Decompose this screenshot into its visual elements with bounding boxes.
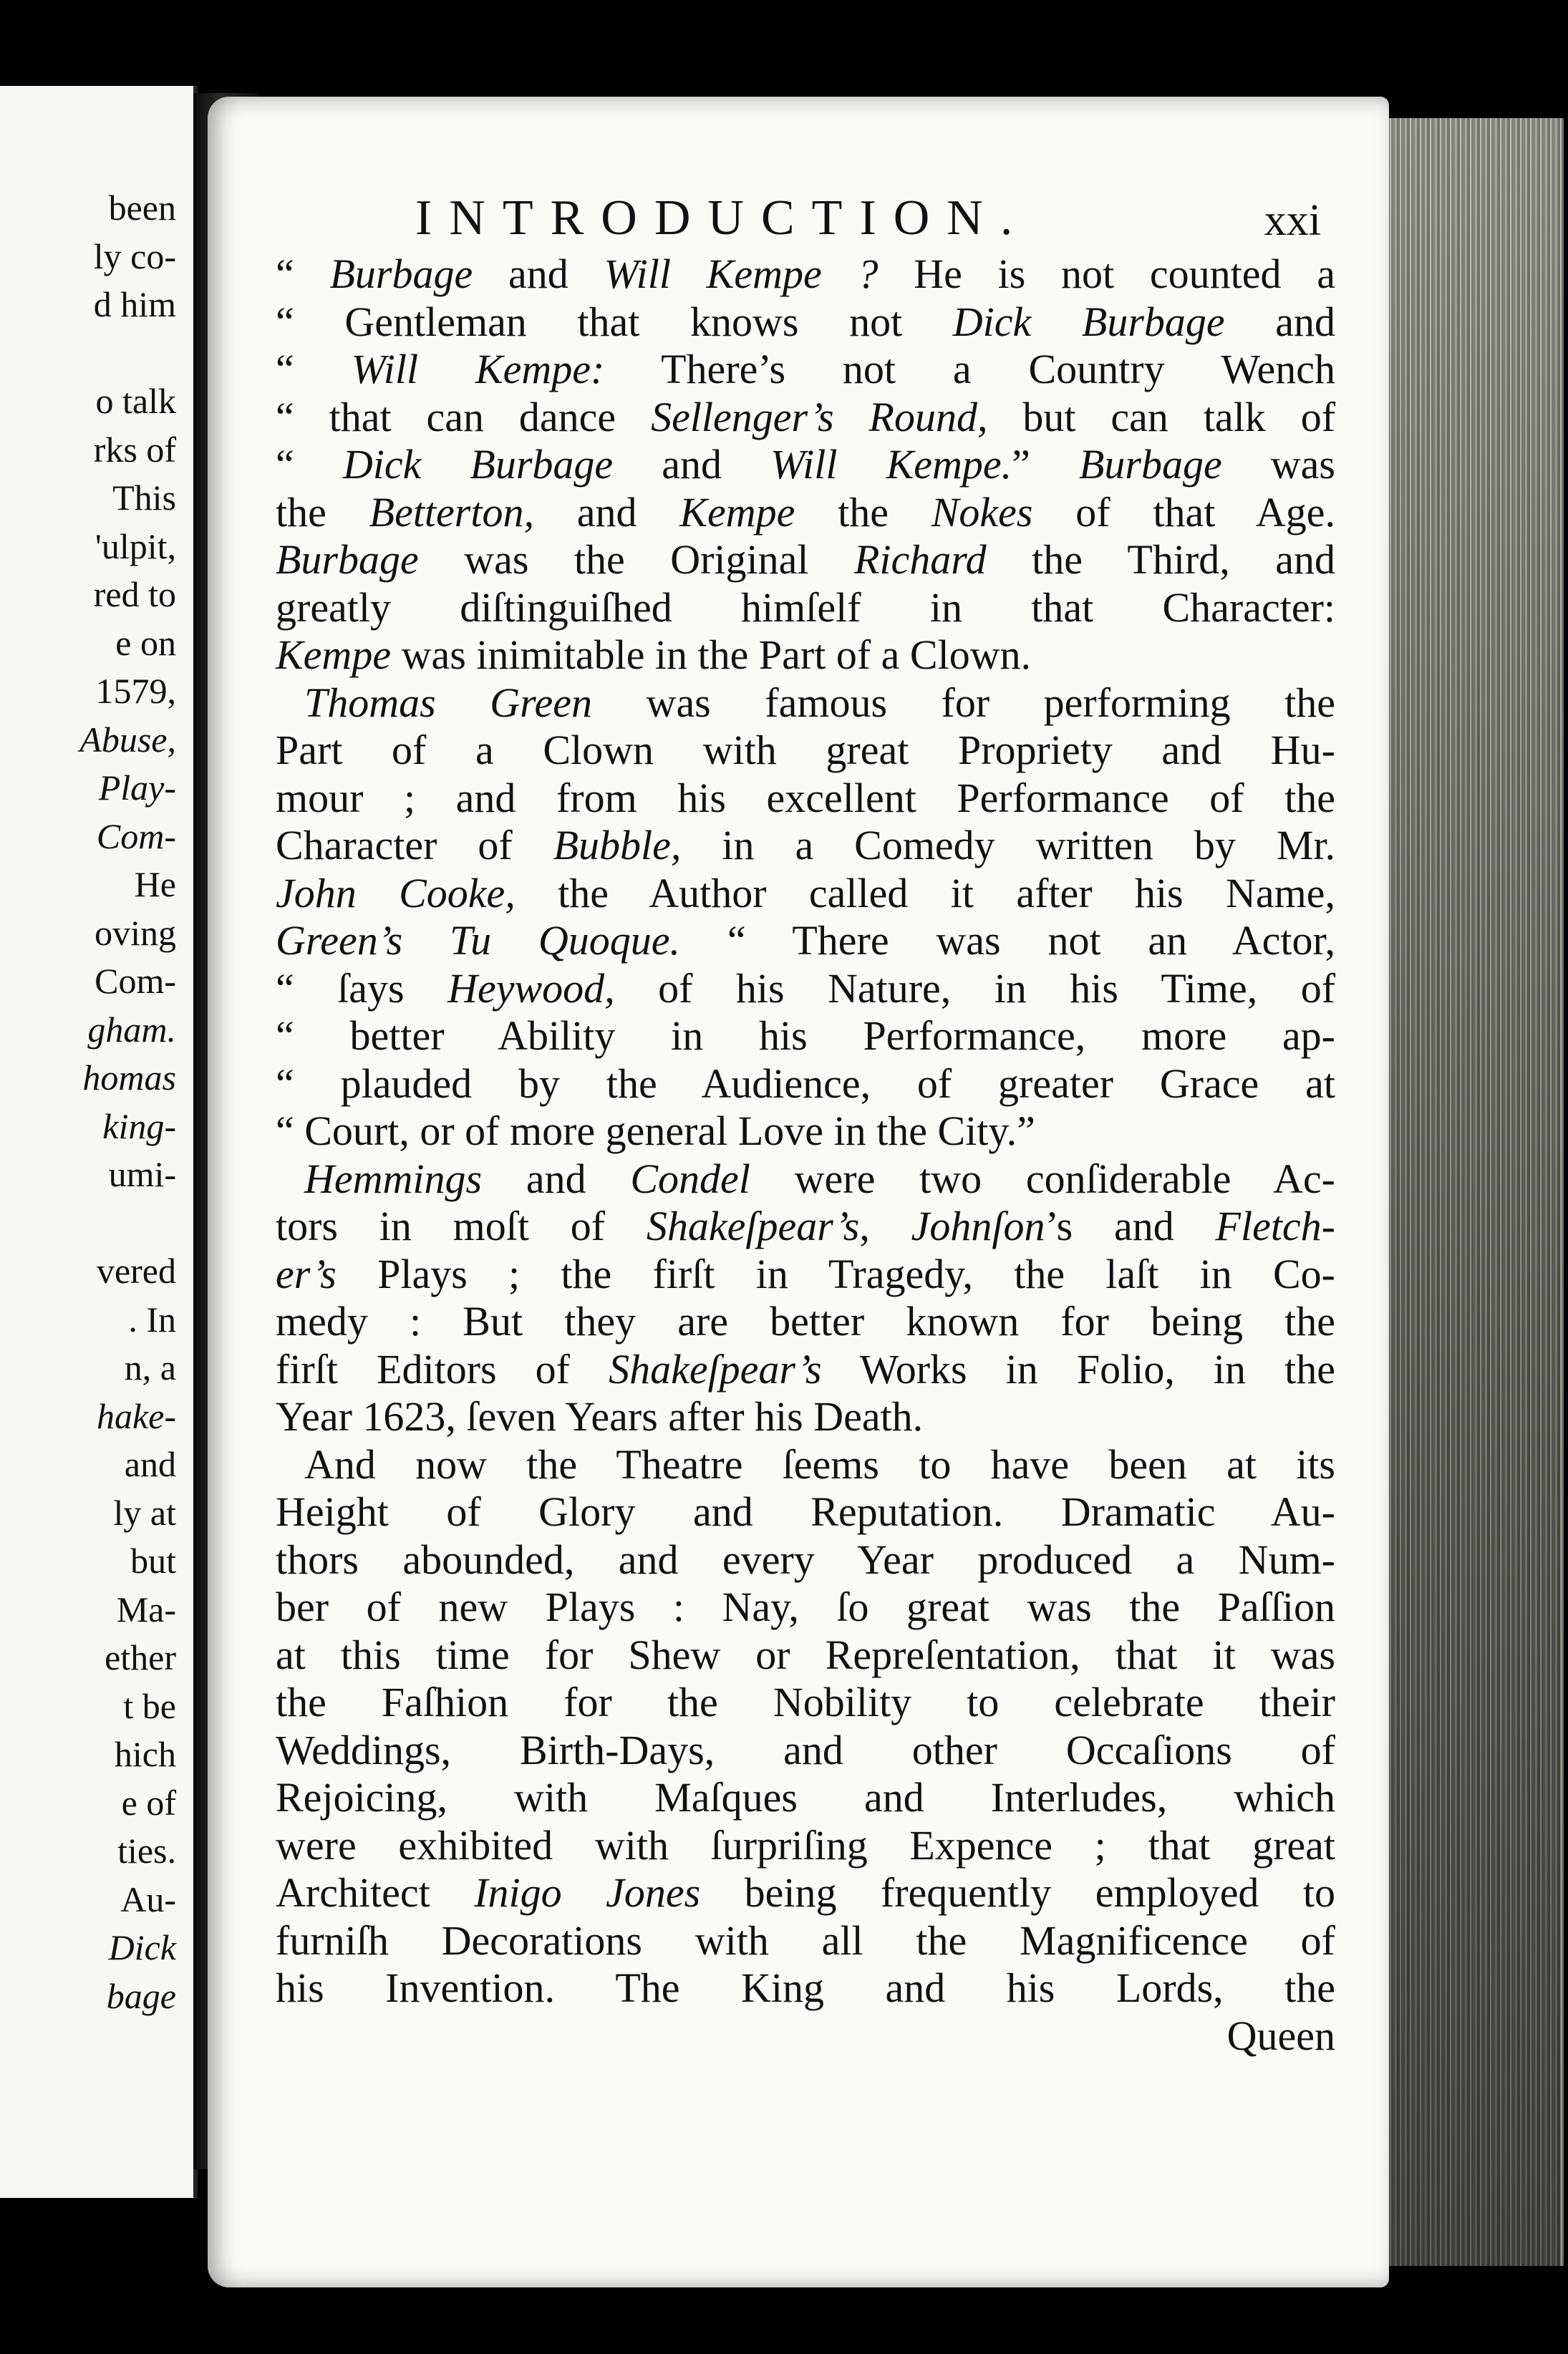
- italic-run: Kempe: [276, 631, 392, 678]
- text-run: Architect: [276, 1869, 475, 1916]
- left-page-line: He: [134, 864, 176, 904]
- italic-run: Burbage: [276, 536, 419, 583]
- catchword: Queen: [1226, 2012, 1335, 2059]
- italic-run: Bubble,: [553, 822, 682, 868]
- text-line: [276, 1156, 1335, 1203]
- page-number: xxi: [1264, 196, 1321, 245]
- left-page-line: oving: [95, 912, 176, 953]
- text-line: [276, 1298, 1335, 1346]
- left-page-line: ether: [105, 1637, 176, 1677]
- left-page-line: vered: [96, 1251, 176, 1291]
- text-line: [276, 822, 1335, 870]
- text-line: [276, 1965, 1335, 2012]
- italic-run: Fletch-: [1215, 1203, 1335, 1249]
- italic-run: Thomas Green: [304, 679, 593, 726]
- text-line: [276, 1917, 1335, 1965]
- text-line: [276, 1060, 1335, 1108]
- text-run: “: [276, 441, 343, 488]
- text-run: were exhibited with ſurpriſing Expence ; that great: [276, 1821, 1335, 1869]
- italic-run: Hemmings: [304, 1155, 483, 1202]
- text-run: the: [795, 488, 931, 536]
- left-page-line: Au-: [120, 1879, 176, 1919]
- italic-run: Will Kempe:: [351, 346, 605, 392]
- left-page-line: king-: [102, 1105, 176, 1146]
- text-line: [276, 1346, 1335, 1394]
- text-run: Plays ; the firſt in Tragedy, the laſt in Co-: [336, 1250, 1335, 1297]
- running-head: INTRODUCTION.: [415, 190, 1030, 246]
- text-line: [276, 1203, 1335, 1251]
- text-run: Height of Glory and Reputation. Dramatic Au-: [276, 1488, 1335, 1535]
- text-run: Part of a Clown with great Propriety and Hu-: [276, 727, 1335, 773]
- text-run: “: [276, 346, 352, 392]
- left-page-line: hake-: [96, 1395, 176, 1436]
- text-line: [276, 394, 1335, 442]
- text-run: ber of new Plays : Nay, ſo great was the Paſſion: [276, 1584, 1335, 1630]
- text-run: the: [276, 488, 369, 536]
- text-run: “ ſays: [276, 964, 448, 1012]
- text-line: [276, 1108, 1335, 1156]
- left-page-line: Play-: [98, 767, 176, 808]
- text-line: [276, 1536, 1335, 1584]
- text-run: but can talk of: [987, 393, 1336, 440]
- text-line: [276, 489, 1335, 537]
- text-run: were two conſiderable Ac-: [750, 1155, 1335, 1202]
- left-page-line: homas: [82, 1057, 176, 1098]
- italic-run: John Cooke,: [276, 869, 516, 916]
- text-run: thors abounded, and every Year produced a Num-: [276, 1536, 1335, 1583]
- left-page-line: gham.: [87, 1009, 176, 1050]
- text-run: was: [1221, 441, 1335, 488]
- text-line: [276, 1012, 1335, 1060]
- text-run: ’s and: [1045, 1203, 1216, 1249]
- italic-run: Betterton,: [369, 488, 534, 536]
- left-page-line: bage: [106, 1975, 176, 2016]
- left-page-line: Abuse,: [79, 719, 176, 760]
- text-run: “ plauded by the Audience, of greater Grace at: [276, 1060, 1335, 1107]
- text-run: and: [613, 441, 771, 488]
- text-line: [276, 441, 1335, 489]
- text-run: “ Gentleman that knows not: [276, 298, 953, 345]
- text-run: and: [533, 488, 680, 536]
- italic-run: Inigo Jones: [474, 1869, 701, 1916]
- text-run: Character of: [276, 822, 553, 868]
- text-run: firſt Editors of: [276, 1345, 609, 1392]
- text-run: of that Age.: [1032, 488, 1336, 536]
- left-page-line: . In: [128, 1299, 176, 1340]
- text-run: “ Court, or of more general Love in the City.”: [276, 1108, 1035, 1154]
- left-page-line: d him: [93, 284, 176, 324]
- text-run: was famous for performing the: [592, 679, 1335, 726]
- italic-run: Kempe: [679, 488, 795, 536]
- italic-run: Nokes: [931, 488, 1033, 536]
- text-run: furniſh Decorations with all the Magnificence of: [276, 1917, 1335, 1964]
- text-run: There’s not a Country Wench: [604, 346, 1335, 392]
- italic-run: Will Kempe.: [770, 441, 1012, 488]
- left-page-line: been: [108, 188, 176, 228]
- italic-run: Will Kempe ?: [604, 251, 879, 297]
- left-page-line: red to: [93, 574, 176, 614]
- italic-run: Dick Burbage: [952, 298, 1225, 345]
- left-page-line: n, a: [124, 1347, 176, 1387]
- italic-run: Richard: [853, 536, 987, 583]
- text-line: [276, 917, 1335, 965]
- text-line: [276, 1727, 1335, 1775]
- text-run: “: [276, 251, 330, 297]
- text-run: Works in Folio, in the: [821, 1345, 1335, 1392]
- left-page-line: This: [112, 478, 176, 518]
- text-line: [276, 679, 1335, 727]
- text-line: [276, 1441, 1335, 1489]
- text-run: Year 1623, ſeven Years after his Death.: [276, 1393, 924, 1440]
- left-page-line: e on: [115, 622, 176, 663]
- text-run: Weddings, Birth-Days, and other Occaſions of: [276, 1726, 1335, 1773]
- text-run: “ that can dance: [276, 393, 652, 440]
- left-page-line: Com-: [96, 815, 176, 856]
- text-run: And now the Theatre ſeems to have been at its: [304, 1440, 1335, 1488]
- text-line: [276, 346, 1335, 394]
- italic-run: Condel: [630, 1155, 750, 1202]
- italic-run: Green’s Tu Quoque.: [276, 917, 681, 964]
- text-run: medy : But they are better known for being the: [276, 1298, 1335, 1345]
- text-run: “ There was not an Actor,: [680, 917, 1335, 964]
- left-page-line: but: [130, 1541, 176, 1581]
- left-page-line: t be: [123, 1685, 176, 1726]
- text-line: [276, 1774, 1335, 1822]
- text-line: [276, 631, 1335, 679]
- right-page: [208, 97, 1389, 2287]
- text-line: [276, 1488, 1335, 1536]
- left-page-line: ly co-: [93, 236, 176, 276]
- left-page-line: umi-: [108, 1154, 176, 1194]
- left-page-line: hich: [114, 1734, 176, 1774]
- fore-edge-shading: [1382, 118, 1561, 2266]
- left-page-line: rks of: [93, 429, 176, 470]
- text-run: ,: [859, 1203, 911, 1249]
- text-run: tors in moſt of: [276, 1203, 647, 1249]
- italic-run: Heywood,: [447, 964, 615, 1012]
- text-run: the Faſhion for the Nobility to celebrate their: [276, 1679, 1335, 1725]
- text-run: the Third, and: [986, 536, 1335, 583]
- left-page-line: Ma-: [116, 1589, 176, 1629]
- italic-run: Burbage: [1078, 441, 1222, 488]
- left-page-line: ly at: [113, 1492, 176, 1533]
- text-line: [276, 299, 1335, 347]
- text-run: and: [482, 1155, 631, 1202]
- left-page-line: e of: [121, 1782, 176, 1823]
- text-run: greatly diſtinguiſhed himſelf in that Character:: [276, 583, 1335, 631]
- left-page-line: Com-: [95, 961, 176, 1001]
- text-line: [276, 965, 1335, 1013]
- text-line: [276, 1679, 1335, 1727]
- italic-run: Johnſon: [911, 1203, 1045, 1249]
- text-run: mour ; and from his excellent Performance of the: [276, 774, 1335, 821]
- text-run: in a Comedy written by Mr.: [681, 822, 1336, 868]
- italic-run: Burbage: [329, 251, 473, 297]
- left-page-line: o talk: [95, 381, 176, 421]
- italic-run: Dick Burbage: [342, 441, 614, 488]
- text-run: ”: [1012, 441, 1079, 488]
- text-run: of his Nature, in his Time, of: [614, 964, 1336, 1012]
- text-run: and: [1224, 298, 1335, 345]
- text-run: at this time for Shew or Repreſentation, that it was: [276, 1631, 1335, 1678]
- text-line: [276, 727, 1335, 775]
- text-run: and: [473, 251, 604, 297]
- text-line: [276, 1393, 1335, 1441]
- text-line: [276, 870, 1335, 918]
- italic-run: Sellenger’s Round,: [651, 393, 988, 440]
- left-page-line: Dick: [108, 1927, 176, 1967]
- left-page-line: and: [124, 1444, 176, 1484]
- text-run: being frequently employed to: [700, 1869, 1335, 1916]
- italic-run: er’s: [276, 1250, 337, 1297]
- text-run: Rejoicing, with Maſques and Interludes, which: [276, 1774, 1335, 1821]
- text-line: [276, 775, 1335, 823]
- text-line: [276, 584, 1335, 632]
- text-line: [276, 1869, 1335, 1917]
- text-run: was inimitable in the Part of a Clown.: [391, 631, 1032, 678]
- page-header: [208, 190, 1389, 254]
- text-line: [276, 1632, 1335, 1680]
- text-line: [276, 1251, 1335, 1299]
- italic-run: Shakeſpear’s: [646, 1203, 860, 1249]
- text-line: [276, 536, 1335, 584]
- text-line: [276, 251, 1335, 299]
- left-facing-page: [0, 86, 198, 2198]
- body-text: [276, 251, 1335, 2060]
- text-run: “ better Ability in his Performance, more ap-: [276, 1012, 1335, 1059]
- italic-run: Shakeſpear’s: [609, 1345, 822, 1392]
- text-run: the Author called it after his Name,: [515, 869, 1335, 916]
- left-page-line: 1579,: [95, 671, 176, 711]
- text-run: his Invention. The King and his Lords, the: [276, 1965, 1335, 2011]
- left-page-line: ties.: [117, 1831, 176, 1871]
- text-run: He is not counted a: [878, 251, 1335, 297]
- left-page-line: 'ulpit,: [95, 525, 176, 566]
- text-line: [276, 1584, 1335, 1632]
- text-line: [276, 1822, 1335, 1870]
- text-run: was the Original: [418, 536, 854, 583]
